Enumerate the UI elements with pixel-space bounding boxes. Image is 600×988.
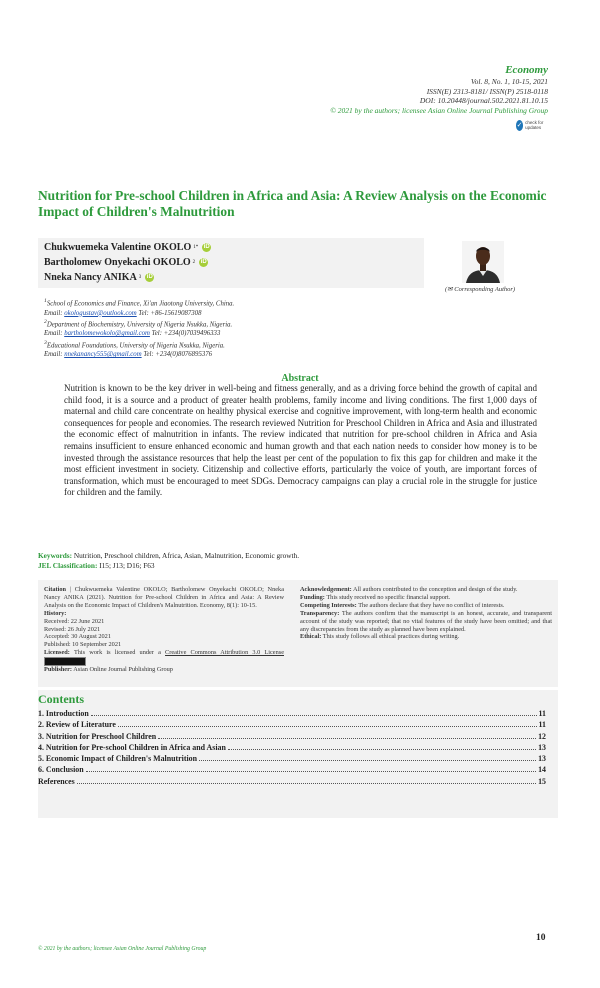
competing-label: Competing Interests: bbox=[300, 601, 357, 609]
affil-text: Department of Biochemistry, University of Nigeria Nsukka, Nigeria. bbox=[46, 321, 233, 329]
footer-copyright: © 2021 by the authors; licensee Asian Online Journal Publishing Group bbox=[38, 946, 207, 952]
license-line bbox=[44, 649, 284, 666]
toc-page: 14 bbox=[538, 765, 546, 775]
toc-page: 13 bbox=[538, 754, 546, 764]
transparency bbox=[300, 610, 552, 634]
transparency-label: Transparency: bbox=[300, 609, 340, 617]
email-link[interactable]: nnekanancy555@gmail.com bbox=[64, 351, 142, 359]
toc-label: 1. Introduction bbox=[38, 709, 89, 718]
crossmark-icon: ✓ bbox=[516, 120, 523, 129]
acknowledgement bbox=[300, 586, 552, 594]
competing-text: The authors declare that they have no conflict of interests. bbox=[356, 601, 505, 609]
affil-sup: 3 bbox=[44, 339, 47, 346]
publisher-label: Publisher: bbox=[44, 666, 72, 674]
funding-text: This study received no specific financial support. bbox=[324, 593, 451, 601]
toc-item[interactable] bbox=[38, 708, 546, 719]
portrait-image bbox=[462, 241, 504, 283]
jel-label: JEL Classification: bbox=[38, 560, 98, 570]
tel-text: Tel: +234(0)7039496333 bbox=[149, 330, 221, 338]
affil-text: School of Economics and Finance, Xi'an Jiaotong University, China. bbox=[46, 300, 235, 308]
toc-page: 11 bbox=[538, 709, 546, 718]
affiliation-1 bbox=[44, 297, 344, 309]
journal-volume: Vol. 8, No. 1, 10-15, 2021 bbox=[470, 77, 548, 86]
email-link[interactable]: okologustav@outlook.com bbox=[64, 309, 137, 317]
email-prefix: Email: bbox=[44, 330, 65, 338]
toc-leader bbox=[118, 726, 537, 727]
statements-column bbox=[300, 586, 552, 641]
toc-item[interactable] bbox=[38, 719, 546, 730]
toc-label: 2. Review of Literature bbox=[38, 720, 116, 730]
citation-label: Citation bbox=[44, 586, 67, 593]
toc-label: 3. Nutrition for Preschool Children bbox=[38, 731, 157, 741]
journal-name: Economy bbox=[505, 64, 548, 76]
competing-interests bbox=[300, 602, 552, 610]
toc-page: 12 bbox=[538, 731, 546, 741]
citation bbox=[44, 586, 284, 610]
abstract-heading: Abstract bbox=[281, 373, 319, 384]
accepted-date: Accepted: 30 August 2021 bbox=[44, 633, 111, 641]
toc-list bbox=[38, 708, 546, 787]
paper-title: Nutrition for Pre-school Children in Africa and Asia: A Review Analysis on the Economic Impact of Children's Malnutrition bbox=[38, 188, 547, 219]
affil-text: Educational Foundations, University of Nigeria Nsukka, Nigeria. bbox=[46, 341, 225, 349]
ethical-text: This study follows all ethical practices during writing. bbox=[321, 633, 460, 641]
journal-header bbox=[330, 64, 548, 115]
toc-label: 5. Economic Impact of Children's Malnutrition bbox=[38, 754, 197, 764]
keywords-line bbox=[38, 551, 558, 561]
journal-doi: DOI: 10.20448/journal.502.2021.81.10.15 bbox=[419, 96, 548, 106]
citation-text: | Chukwuemeka Valentine OKOLO; Bartholomew Onyekachi OKOLO; Nneka Nancy ANIKA (2021). Nutrition for Pre-school Children in Africa and Asia: A Review Analysis on the Economic Impact of Children's Malnutrition. Economy, 8(1): 10-15. bbox=[44, 586, 284, 609]
author-photo bbox=[462, 241, 504, 283]
toc-label: 6. Conclusion bbox=[38, 765, 84, 775]
history-label bbox=[44, 610, 284, 618]
revised-date: Revised: 26 July 2021 bbox=[44, 625, 101, 633]
tel-text: Tel: +234(0)8076895376 bbox=[141, 351, 213, 359]
toc-item[interactable] bbox=[38, 731, 546, 742]
author-name: Chukwuemeka Valentine OKOLO bbox=[44, 242, 192, 253]
affiliation-1-contact bbox=[44, 309, 344, 318]
funding bbox=[300, 594, 552, 602]
keywords-label: Keywords: bbox=[38, 551, 73, 560]
citation-column bbox=[44, 586, 284, 674]
affil-sup: 2 bbox=[44, 318, 47, 325]
affiliation-2 bbox=[44, 318, 344, 330]
tel-text: Tel: +86-15619087308 bbox=[136, 309, 202, 317]
citation-box bbox=[38, 580, 558, 687]
toc-item[interactable] bbox=[38, 753, 546, 764]
orcid-icon[interactable]: iD bbox=[146, 274, 153, 280]
abstract-text: Nutrition is known to be the key driver in well-being and fitness generally, and as a driving force behind the growth of capital and child food, it is a source and a product of greater health problems, family income and living conditions. The first 1,000 days of maternal and child care concentrate on healthy physical exercise and cognitive improvement, with long-term health and economic consequences for people and economies. The research reviewed Nutrition for Preschool Children in Africa and Asia and illustrated the economic effect of malnutrition in infants. The review indicated that nutrition for pre-school children in Africa and Asia remains insufficient to ensure enhanced economic and human growth and that each nation needs to consider how money is to be invested through the assistance resources that help the least per cent of the population to fix this gap for children and make it the most efficient investment in society. Citizenship and collective efforts, particularly the voice of youth, are important forces of transformation, which must be encouraged to meet SDGs. Democracy campaigns can play a crucial role in the struggle for justice for children and the family. bbox=[64, 383, 537, 498]
corresponding-note: (✉ Corresponding Author) bbox=[445, 286, 516, 293]
cc-by-badge-icon[interactable] bbox=[44, 657, 86, 666]
transparency-text: The authors confirm that the manuscript is an honest, accurate, and transparent account of the study was reported; that no vital features of the study have been omitted; and that any discrepancies from the study as planned have been explained. bbox=[300, 609, 552, 633]
license-link[interactable]: Creative Commons Attribution 3.0 License bbox=[165, 649, 284, 657]
toc-leader bbox=[86, 771, 537, 772]
publisher-text: Asian Online Journal Publishing Group bbox=[72, 666, 173, 674]
toc-item[interactable] bbox=[38, 742, 546, 753]
toc-leader bbox=[158, 738, 536, 739]
ethical bbox=[300, 633, 552, 641]
history-label-text: History: bbox=[44, 609, 67, 617]
affiliation-3 bbox=[44, 339, 344, 351]
email-link[interactable]: bartholomewokolo@gmail.com bbox=[64, 330, 150, 338]
orcid-icon[interactable]: iD bbox=[203, 244, 210, 250]
crossmark-label: check for updates bbox=[525, 120, 544, 130]
crossmark-badge[interactable] bbox=[516, 118, 548, 132]
publisher-line bbox=[44, 666, 284, 674]
author-2 bbox=[44, 257, 208, 268]
licensed-label: Licensed: bbox=[44, 649, 70, 657]
author-1 bbox=[44, 242, 211, 253]
author-sup: 2 bbox=[192, 260, 196, 265]
toc-page: 15 bbox=[538, 776, 546, 786]
affiliation-2-contact bbox=[44, 329, 344, 338]
published-date: Published: 10 September 2021 bbox=[44, 641, 122, 649]
contents-heading: Contents bbox=[38, 692, 85, 706]
toc-leader bbox=[199, 760, 536, 761]
author-sup: 3 bbox=[138, 275, 142, 280]
journal-copyright: © 2021 by the authors; licensee Asian Online Journal Publishing Group bbox=[330, 105, 548, 115]
keywords-text: Nutrition, Preschool children, Africa, Asian, Malnutrition, Economic growth. bbox=[72, 551, 300, 560]
ack-label: Acknowledgement: bbox=[300, 586, 352, 593]
orcid-icon[interactable]: iD bbox=[200, 259, 207, 265]
jel-text: I15; J13; D16; F63 bbox=[97, 560, 155, 570]
affil-sup: 1 bbox=[44, 298, 47, 304]
funding-label: Funding: bbox=[300, 593, 325, 601]
affiliation-3-contact bbox=[44, 350, 344, 359]
jel-line bbox=[38, 561, 558, 571]
toc-item[interactable] bbox=[38, 776, 546, 787]
toc-page: 11 bbox=[538, 720, 546, 730]
journal-issn: ISSN(E) 2313-8181/ ISSN(P) 2518-0118 bbox=[426, 86, 548, 96]
ethical-label: Ethical: bbox=[300, 633, 322, 641]
toc-label: 4. Nutrition for Pre-school Children in Africa and Asian bbox=[38, 742, 226, 752]
keywords-block bbox=[38, 551, 558, 570]
toc-page: 13 bbox=[538, 742, 546, 752]
toc-leader bbox=[228, 749, 536, 750]
ack-text: All authors contributed to the conception and design of the study. bbox=[351, 586, 518, 593]
author-sup: 1* bbox=[193, 245, 199, 250]
page-number: 10 bbox=[536, 933, 546, 943]
email-prefix: Email: bbox=[44, 351, 65, 359]
contents-box bbox=[38, 690, 558, 818]
licensed-text: This work is licensed under a bbox=[69, 649, 166, 657]
author-name: Bartholomew Onyekachi OKOLO bbox=[44, 257, 191, 268]
toc-leader bbox=[91, 715, 537, 716]
toc-item[interactable] bbox=[38, 764, 546, 775]
author-3 bbox=[44, 272, 154, 283]
authors-box bbox=[38, 238, 424, 288]
affiliations bbox=[44, 297, 344, 360]
toc-leader bbox=[77, 783, 536, 784]
author-name: Nneka Nancy ANIKA bbox=[44, 272, 137, 283]
received-date: Received: 22 June 2021 bbox=[44, 617, 105, 625]
toc-label: References bbox=[38, 776, 75, 786]
email-prefix: Email: bbox=[44, 309, 65, 317]
